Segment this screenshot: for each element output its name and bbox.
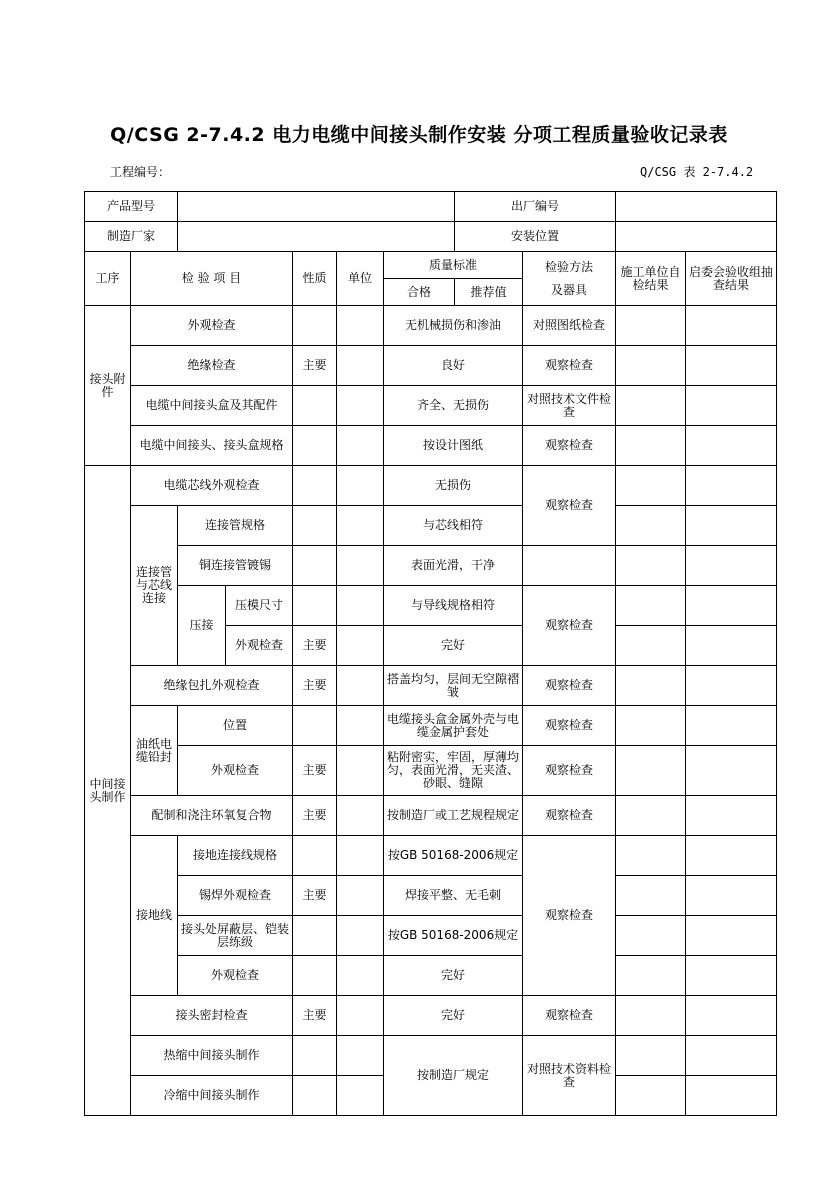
unit-cell — [337, 876, 384, 916]
item-cell: 绝缘包扎外观检查 — [131, 666, 293, 706]
standard-cell: 表面光滑，干净 — [384, 546, 523, 586]
item-cell: 压模尺寸 — [226, 586, 293, 626]
committee-check-cell[interactable] — [686, 956, 777, 996]
committee-check-cell[interactable] — [686, 306, 777, 346]
unit-cell — [337, 836, 384, 876]
self-check-cell[interactable] — [616, 1076, 686, 1116]
standard-cell: 电缆接头盒金属外壳与电缆金属护套处 — [384, 706, 523, 746]
self-check-cell[interactable] — [616, 386, 686, 426]
committee-check-cell[interactable] — [686, 1076, 777, 1116]
unit-cell — [337, 1076, 384, 1116]
unit-cell — [337, 506, 384, 546]
committee-check-cell[interactable] — [686, 746, 777, 796]
standard-cell: 完好 — [384, 956, 523, 996]
unit-cell — [337, 386, 384, 426]
nature-cell — [293, 1036, 337, 1076]
committee-check-cell[interactable] — [686, 796, 777, 836]
product-model-label: 产品型号 — [85, 192, 178, 222]
unit-cell — [337, 626, 384, 666]
item-cell: 接头密封检查 — [131, 996, 293, 1036]
item-cell: 电缆中间接头、接头盒规格 — [131, 426, 293, 466]
nature-cell: 主要 — [293, 346, 337, 386]
standard-cell: 按设计图纸 — [384, 426, 523, 466]
unit-cell — [337, 546, 384, 586]
unit-cell — [337, 586, 384, 626]
self-check-cell[interactable] — [616, 466, 686, 506]
nature-cell — [293, 426, 337, 466]
standard-cell: 粘附密实，牢固，厚薄均匀，表面光滑，无夹渣、砂眼、缝隙 — [384, 746, 523, 796]
standard-cell: 与芯线相符 — [384, 506, 523, 546]
item-cell: 配制和浇注环氧复合物 — [131, 796, 293, 836]
committee-check-cell[interactable] — [686, 876, 777, 916]
method-cell: 观察检查 — [523, 996, 616, 1036]
install-location-value[interactable] — [616, 222, 777, 252]
unit-cell — [337, 706, 384, 746]
nature-cell — [293, 836, 337, 876]
item-cell: 冷缩中间接头制作 — [131, 1076, 293, 1116]
method-cell: 观察检查 — [523, 666, 616, 706]
header-recommended: 推荐值 — [455, 279, 523, 306]
header-quality-standard: 质量标准 — [384, 252, 523, 279]
item-cell: 外观检查 — [131, 306, 293, 346]
standard-cell: 按制造厂规定 — [384, 1036, 523, 1116]
manufacturer-value[interactable] — [178, 222, 455, 252]
self-check-cell[interactable] — [616, 666, 686, 706]
header-process: 工序 — [85, 252, 131, 306]
unit-cell — [337, 666, 384, 706]
section-middle-joint: 中间接头制作 — [85, 466, 131, 1116]
unit-cell — [337, 996, 384, 1036]
self-check-cell[interactable] — [616, 706, 686, 746]
header-item: 检 验 项 目 — [131, 252, 293, 306]
self-check-cell[interactable] — [616, 306, 686, 346]
committee-check-cell[interactable] — [686, 466, 777, 506]
header-nature: 性质 — [293, 252, 337, 306]
header-method-line1: 检验方法 — [545, 259, 594, 274]
method-cell: 观察检查 — [523, 346, 616, 386]
item-cell: 电缆芯线外观检查 — [131, 466, 293, 506]
self-check-cell[interactable] — [616, 956, 686, 996]
item-cell: 外观检查 — [178, 956, 293, 996]
committee-check-cell[interactable] — [686, 386, 777, 426]
method-cell: 观察检查 — [523, 466, 616, 546]
unit-cell — [337, 956, 384, 996]
header-committee-check: 启委会验收组抽查结果 — [686, 252, 777, 306]
nature-cell — [293, 1076, 337, 1116]
header-method-line2: 及器具 — [551, 282, 588, 297]
factory-no-value[interactable] — [616, 192, 777, 222]
nature-cell — [293, 586, 337, 626]
committee-check-cell[interactable] — [686, 1036, 777, 1076]
section-accessories: 接头附件 — [85, 306, 131, 466]
standard-cell: 良好 — [384, 346, 523, 386]
item-cell: 铜连接管镀锡 — [178, 546, 293, 586]
method-cell: 观察检查 — [523, 836, 616, 996]
unit-cell — [337, 306, 384, 346]
page-title: Q/CSG 2-7.4.2 电力电缆中间接头制作安装 分项工程质量验收记录表 — [110, 124, 728, 146]
standard-cell: 焊接平整、无毛刺 — [384, 876, 523, 916]
product-model-value[interactable] — [178, 192, 455, 222]
unit-cell — [337, 426, 384, 466]
standard-cell: 完好 — [384, 626, 523, 666]
self-check-cell[interactable] — [616, 346, 686, 386]
header-unit: 单位 — [337, 252, 384, 306]
standard-cell: 按制造厂或工艺规程规定 — [384, 796, 523, 836]
self-check-cell[interactable] — [616, 916, 686, 956]
item-cell: 绝缘检查 — [131, 346, 293, 386]
nature-cell: 主要 — [293, 996, 337, 1036]
self-check-cell[interactable] — [616, 876, 686, 916]
self-check-cell[interactable] — [616, 836, 686, 876]
self-check-cell[interactable] — [616, 426, 686, 466]
committee-check-cell[interactable] — [686, 426, 777, 466]
standard-cell: 与导线规格相符 — [384, 586, 523, 626]
unit-cell — [337, 916, 384, 956]
self-check-cell[interactable] — [616, 1036, 686, 1076]
method-cell: 对照技术资料检查 — [523, 1036, 616, 1116]
self-check-cell[interactable] — [616, 546, 686, 586]
self-check-cell[interactable] — [616, 996, 686, 1036]
nature-cell — [293, 546, 337, 586]
item-cell: 电缆中间接头盒及其配件 — [131, 386, 293, 426]
nature-cell — [293, 916, 337, 956]
method-cell — [523, 546, 616, 586]
committee-check-cell[interactable] — [686, 706, 777, 746]
standard-cell: 齐全、无损伤 — [384, 386, 523, 426]
nature-cell: 主要 — [293, 626, 337, 666]
nature-cell: 主要 — [293, 876, 337, 916]
form-code: Q/CSG 表 2-7.4.2 — [640, 165, 754, 179]
nature-cell — [293, 386, 337, 426]
header-pass: 合格 — [384, 279, 455, 306]
self-check-cell[interactable] — [616, 746, 686, 796]
self-check-cell[interactable] — [616, 506, 686, 546]
standard-cell: 完好 — [384, 996, 523, 1036]
standard-cell: 无机械损伤和渗油 — [384, 306, 523, 346]
committee-check-cell[interactable] — [686, 666, 777, 706]
committee-check-cell[interactable] — [686, 916, 777, 956]
header-self-check: 施工单位自检结果 — [616, 252, 686, 306]
group-crimp: 压接 — [178, 586, 226, 666]
group-oil-seal: 油纸电缆铅封 — [131, 706, 178, 796]
committee-check-cell[interactable] — [686, 836, 777, 876]
nature-cell: 主要 — [293, 666, 337, 706]
committee-check-cell[interactable] — [686, 546, 777, 586]
project-number-label: 工程编号： — [110, 165, 171, 179]
method-cell: 观察检查 — [523, 796, 616, 836]
item-cell: 热缩中间接头制作 — [131, 1036, 293, 1076]
nature-cell: 主要 — [293, 796, 337, 836]
committee-check-cell[interactable] — [686, 996, 777, 1036]
standard-cell: 按GB 50168-2006规定 — [384, 916, 523, 956]
nature-cell — [293, 466, 337, 506]
standard-cell: 按GB 50168-2006规定 — [384, 836, 523, 876]
factory-no-label: 出厂编号 — [455, 192, 616, 222]
item-cell: 锡焊外观检查 — [178, 876, 293, 916]
standard-cell: 无损伤 — [384, 466, 523, 506]
install-location-label: 安装位置 — [455, 222, 616, 252]
nature-cell — [293, 706, 337, 746]
self-check-cell[interactable] — [616, 626, 686, 666]
committee-check-cell[interactable] — [686, 506, 777, 546]
method-cell: 观察检查 — [523, 706, 616, 746]
item-cell: 外观检查 — [178, 746, 293, 796]
item-cell: 位置 — [178, 706, 293, 746]
method-cell: 观察检查 — [523, 586, 616, 666]
nature-cell — [293, 306, 337, 346]
unit-cell — [337, 796, 384, 836]
self-check-cell[interactable] — [616, 796, 686, 836]
group-ground-wire: 接地线 — [131, 836, 178, 996]
nature-cell — [293, 506, 337, 546]
item-cell: 外观检查 — [226, 626, 293, 666]
method-cell: 观察检查 — [523, 426, 616, 466]
standard-cell: 搭盖均匀，层间无空隙褶皱 — [384, 666, 523, 706]
unit-cell — [337, 346, 384, 386]
committee-check-cell[interactable] — [686, 346, 777, 386]
unit-cell — [337, 466, 384, 506]
inspection-table — [84, 191, 777, 1116]
method-cell: 观察检查 — [523, 746, 616, 796]
unit-cell — [337, 746, 384, 796]
manufacturer-label: 制造厂家 — [85, 222, 178, 252]
self-check-cell[interactable] — [616, 586, 686, 626]
method-cell: 对照技术文件检查 — [523, 386, 616, 426]
committee-check-cell[interactable] — [686, 586, 777, 626]
unit-cell — [337, 1036, 384, 1076]
header-method — [523, 252, 616, 306]
item-cell: 接地连接线规格 — [178, 836, 293, 876]
item-cell: 接头处屏蔽层、铠装层练级 — [178, 916, 293, 956]
committee-check-cell[interactable] — [686, 626, 777, 666]
nature-cell: 主要 — [293, 746, 337, 796]
nature-cell — [293, 956, 337, 996]
group-connector: 连接管与芯线连接 — [131, 506, 178, 666]
item-cell: 连接管规格 — [178, 506, 293, 546]
method-cell: 对照图纸检查 — [523, 306, 616, 346]
